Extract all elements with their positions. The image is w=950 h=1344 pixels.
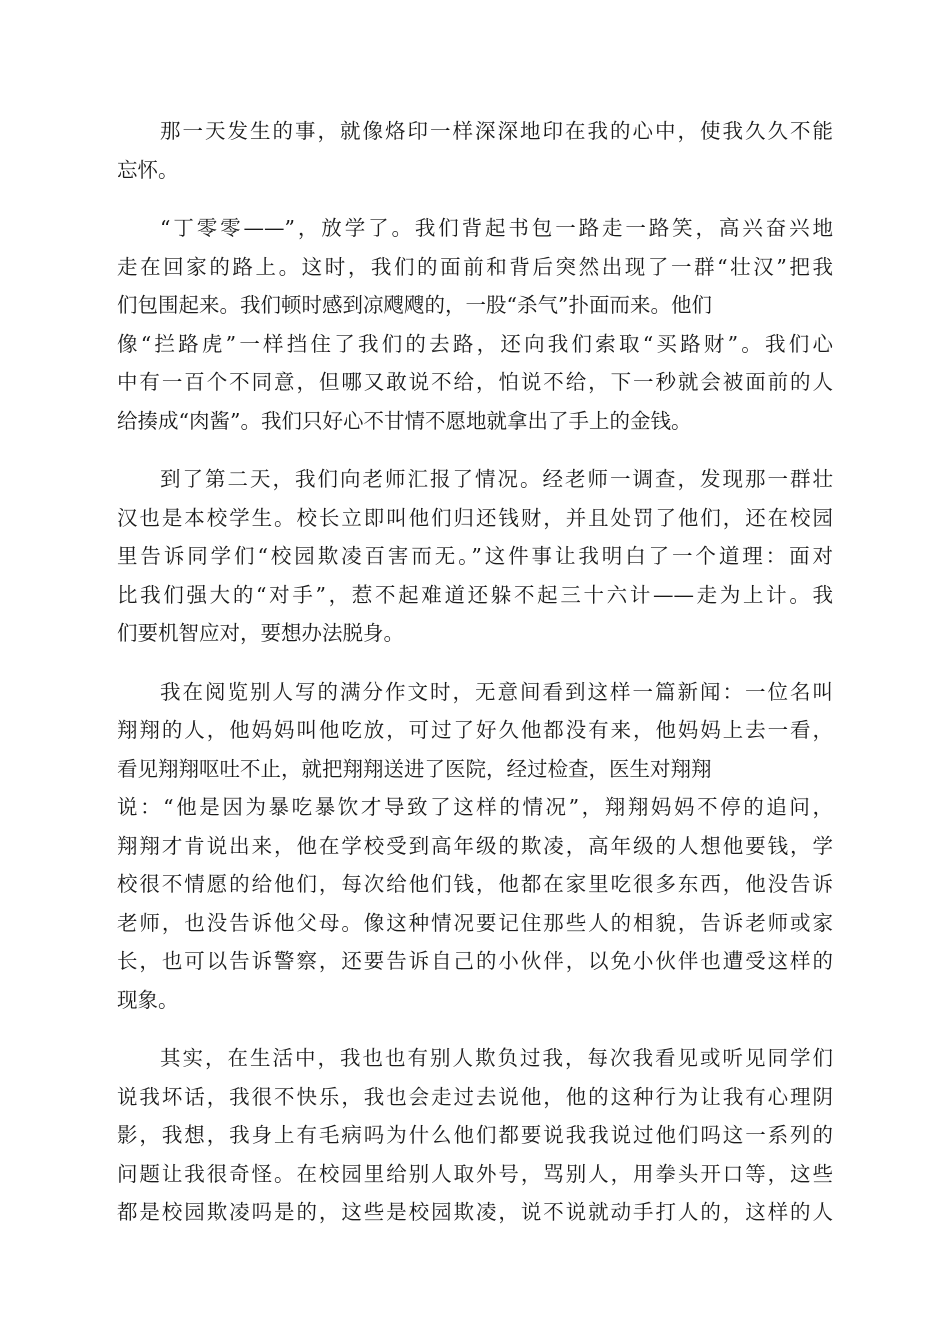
- paragraph-5: [117, 1039, 833, 1232]
- text-line: 到了第二天，我们向老师汇报了情况。经老师一调查，发现那一群壮: [160, 467, 833, 491]
- paragraph-4: [117, 673, 833, 1020]
- text-line: 问题让我很奇怪。在校园里给别人取外号，骂别人，用拳头开口等，这些: [117, 1161, 833, 1186]
- text-line: 翔翔才肯说出来，他在学校受到高年级的欺凌，高年级的人想他要钱，学: [117, 833, 833, 858]
- document-body: [117, 112, 833, 1252]
- text-line: 们包围起来。我们顿时感到凉飕飕的，一股“杀气”扑面而来。他们: [117, 293, 712, 317]
- text-line: 翔翔的人，他妈妈叫他吃放，可过了好久他都没有来，他妈妈上去一看，: [117, 718, 833, 742]
- text-line: 像“拦路虎”一样挡住了我们的去路，还向我们索取“买路财”。我们心: [117, 331, 833, 356]
- text-line: 那一天发生的事，就像烙印一样深深地印在我的心中，使我久久不能: [160, 119, 833, 143]
- text-line: 看见翔翔呕吐不止，就把翔翔送进了医院，经过检查，医生对翔翔: [117, 756, 712, 781]
- paragraph-1: [117, 112, 833, 189]
- text-line: 走在回家的路上。这时，我们的面前和背后突然出现了一群“壮汉”把我: [117, 254, 833, 279]
- text-line: 说：“他是因为暴吃暴饮才导致了这样的情况”，翔翔妈妈不停的追问，: [117, 795, 833, 819]
- text-line: “丁零零——”，放学了。我们背起书包一路走一路笑，高兴奋兴地: [160, 216, 833, 240]
- text-line: 汉也是本校学生。校长立即叫他们归还钱财，并且处罚了他们，还在校园: [117, 505, 833, 530]
- text-line: 们要机智应对，要想办法脱身。: [117, 621, 404, 645]
- text-line: 影，我想，我身上有毛病吗为什么他们都要说我我说过他们吗这一系列的: [117, 1123, 833, 1147]
- paragraph-3: [117, 460, 833, 653]
- text-line: 比我们强大的“对手”，惹不起难道还躲不起三十六计——走为上计。我: [117, 582, 833, 607]
- text-line: 其实，在生活中，我也也有别人欺负过我，每次我看见或听见同学们: [160, 1046, 833, 1070]
- text-line: 老师，也没告诉他父母。像这种情况要记住那些人的相貌，告诉老师或家: [117, 910, 833, 935]
- text-line: 都是校园欺凌吗是的，这些是校园欺凌，说不说就动手打人的，这样的人: [117, 1200, 833, 1224]
- paragraph-2: [117, 209, 833, 440]
- text-line: 中有一百个不同意，但哪又敢说不给，怕说不给，下一秒就会被面前的人: [117, 370, 833, 394]
- text-line: 里告诉同学们“校园欺凌百害而无。”这件事让我明白了一个道理：面对: [117, 544, 833, 568]
- text-line: 忘怀。: [117, 157, 179, 182]
- text-line: 现象。: [117, 987, 179, 1012]
- text-line: 校很不情愿的给他们，每次给他们钱，他都在家里吃很多东西，他没告诉: [117, 872, 833, 896]
- text-line: 我在阅览别人写的满分作文时，无意间看到这样一篇新闻：一位名叫: [160, 679, 833, 704]
- text-line: 给揍成“肉酱”。我们只好心不甘情不愿地就拿出了手上的金钱。: [117, 408, 692, 433]
- text-line: 说我坏话，我很不快乐，我也会走过去说他，他的这种行为让我有心理阴: [117, 1084, 833, 1109]
- text-line: 长，也可以告诉警察，还要告诉自己的小伙伴，以免小伙伴也遭受这样的: [117, 949, 833, 973]
